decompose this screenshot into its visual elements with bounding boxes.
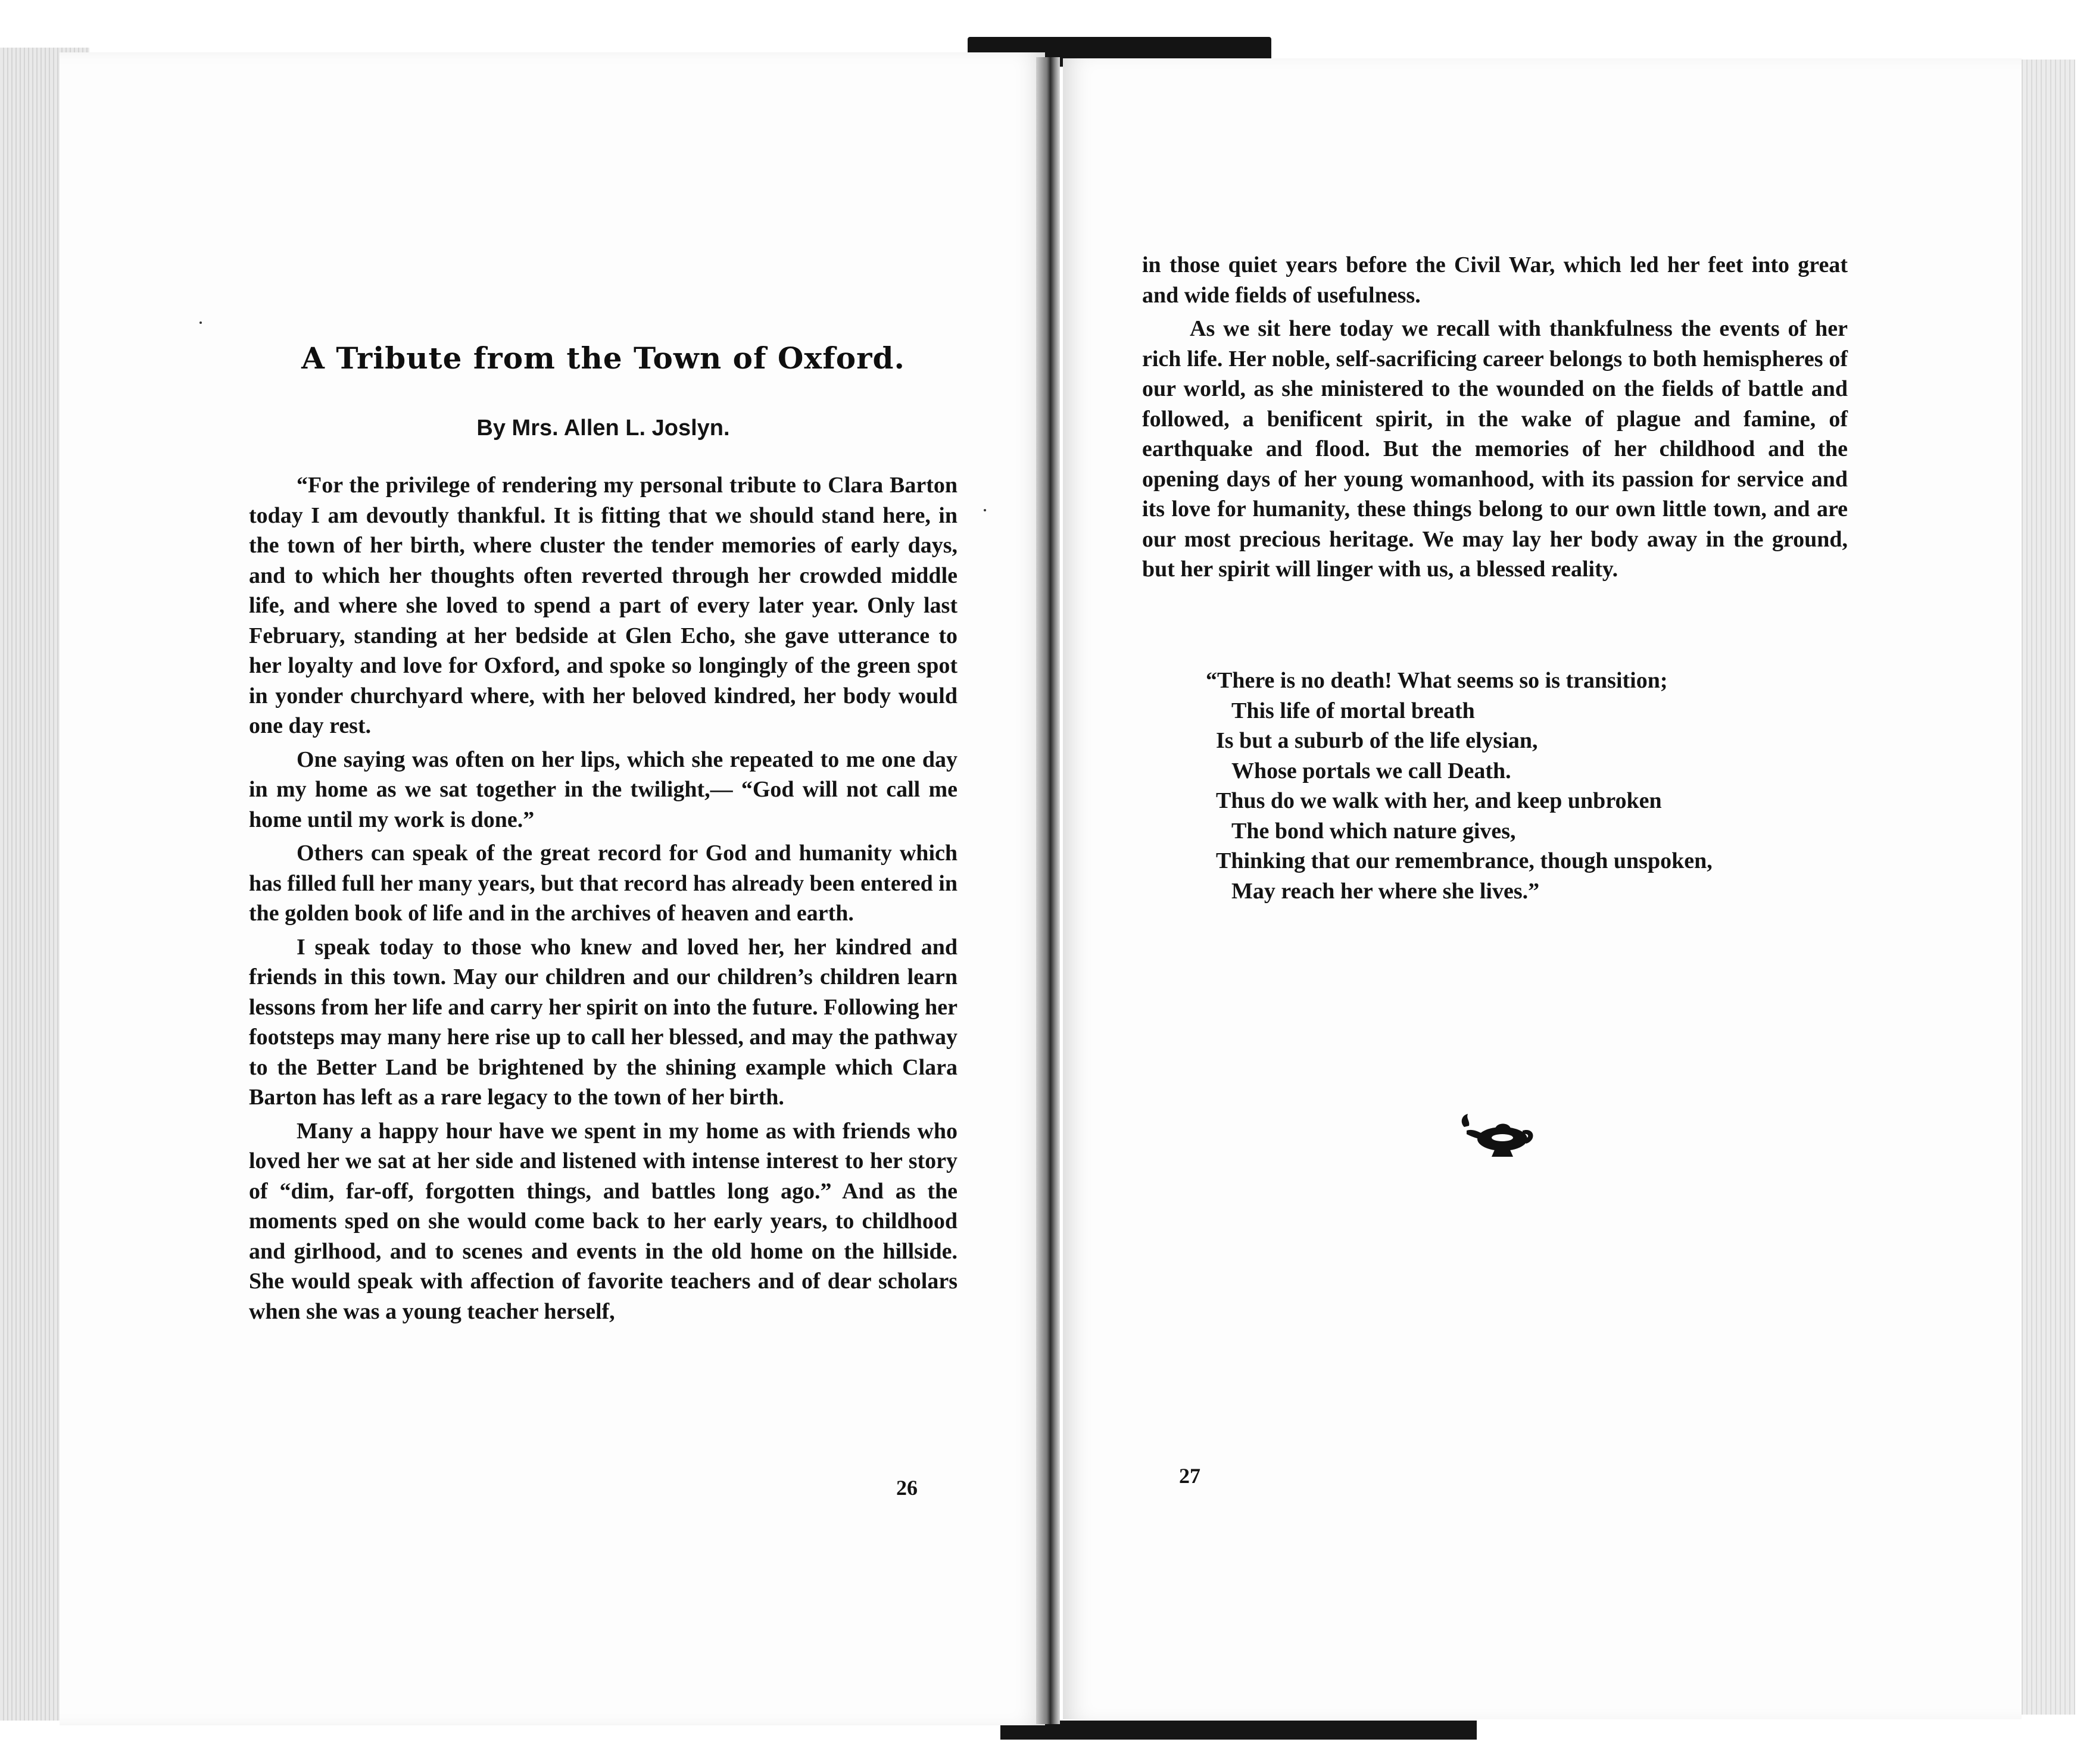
lamp-of-knowledge-icon: [1456, 1104, 1539, 1164]
paragraph: Many a happy hour have we spent in my home as with friends who loved her we sat at her side and listened with intense interest to her story of “dim, far-off, forgotten things, and battles long ago.” And as the moments sped on she would come back to her early years, to childhood and girlhood, and to scenes and events in the old home on the hillside. She would speak with affection of favorite teachers and of dear scholars when she was a young teacher herself,: [249, 1118, 958, 1324]
page-title: A Tribute from the Town of Oxford.: [301, 341, 905, 376]
poem-line: The bond which nature gives,: [1231, 818, 1516, 844]
paragraph: One saying was often on her lips, which she repeated to me one day in my home as we sat together in the twilight,— “God will not call me home until my work is done.”: [249, 747, 958, 832]
poem-line: Whose portals we call Death.: [1231, 758, 1511, 783]
poem-line: Is but a suburb of the life elysian,: [1216, 728, 1538, 753]
paragraph: “For the privilege of rendering my personal tribute to Clara Barton today I am devoutly thankful. It is fitting that we should stand here, in the town of her birth, where cluster the tender memories of early days, and to which her thoughts often reverted through her crowded middle life, and where she loved to spend a part of every later year. Only last February, standing at her bedside at Glen Echo, she gave utterance to her loyalty and love for Oxford, and spoke so longingly of the green spot in yonder churchyard where, with her beloved kindred, her body would one day rest.: [249, 473, 958, 738]
poem-line: Thus do we walk with her, and keep unbroken: [1216, 788, 1662, 813]
poem-line: Thinking that our remembrance, though unspoken,: [1216, 848, 1713, 873]
book-spine-bottom: [1000, 1721, 1477, 1740]
paragraph: Others can speak of the great record for God and humanity which has filled full her many years, but that record has already been entered in the golden book of life and in the archives of heaven and earth.: [249, 841, 958, 926]
paragraph: in those quiet years before the Civil War, which led her feet into great and wide fields of usefulness.: [1142, 252, 1848, 308]
byline: By Mrs. Allen L. Joslyn.: [476, 416, 730, 441]
poem: [1206, 666, 1861, 906]
book-gutter: [1036, 57, 1060, 1724]
scan-speck: [199, 321, 202, 324]
poem-line: This life of mortal breath: [1231, 698, 1475, 723]
left-page-body: [249, 470, 958, 1330]
scan-speck: [984, 509, 986, 511]
page-number-left: 26: [896, 1476, 918, 1500]
poem-line: May reach her where she lives.”: [1231, 878, 1540, 904]
paragraph: I speak today to those who knew and loved her, her kindred and friends in this town. May our children and our children’s children learn lessons from her life and carry her spirit on into the future. Following her footsteps may many here rise up to call her blessed, and may the pathway to the Better Land be brightened by the shining example which Clara Barton has left as a rare legacy to the town of her birth.: [249, 934, 958, 1110]
poem-line: “There is no death! What seems so is transition;: [1206, 668, 1668, 693]
paragraph: As we sit here today we recall with thankfulness the events of her rich life. Her noble, self-sacrificing career belongs to both hemispheres of our world, as she ministered to the wounded on the fields of battle and followed, a benificent spirit, in the wake of plague and famine, of earthquake and flood. But the memories of her childhood and the opening days of her young womanhood, with its passion for service and its love for humanity, these things belong to our own little town, and are our most precious heritage. We may lay her body away in the ground, but her spirit will linger with us, a blessed reality.: [1142, 316, 1848, 582]
page-number-right: 27: [1179, 1464, 1200, 1488]
right-page-body: [1142, 250, 1848, 588]
